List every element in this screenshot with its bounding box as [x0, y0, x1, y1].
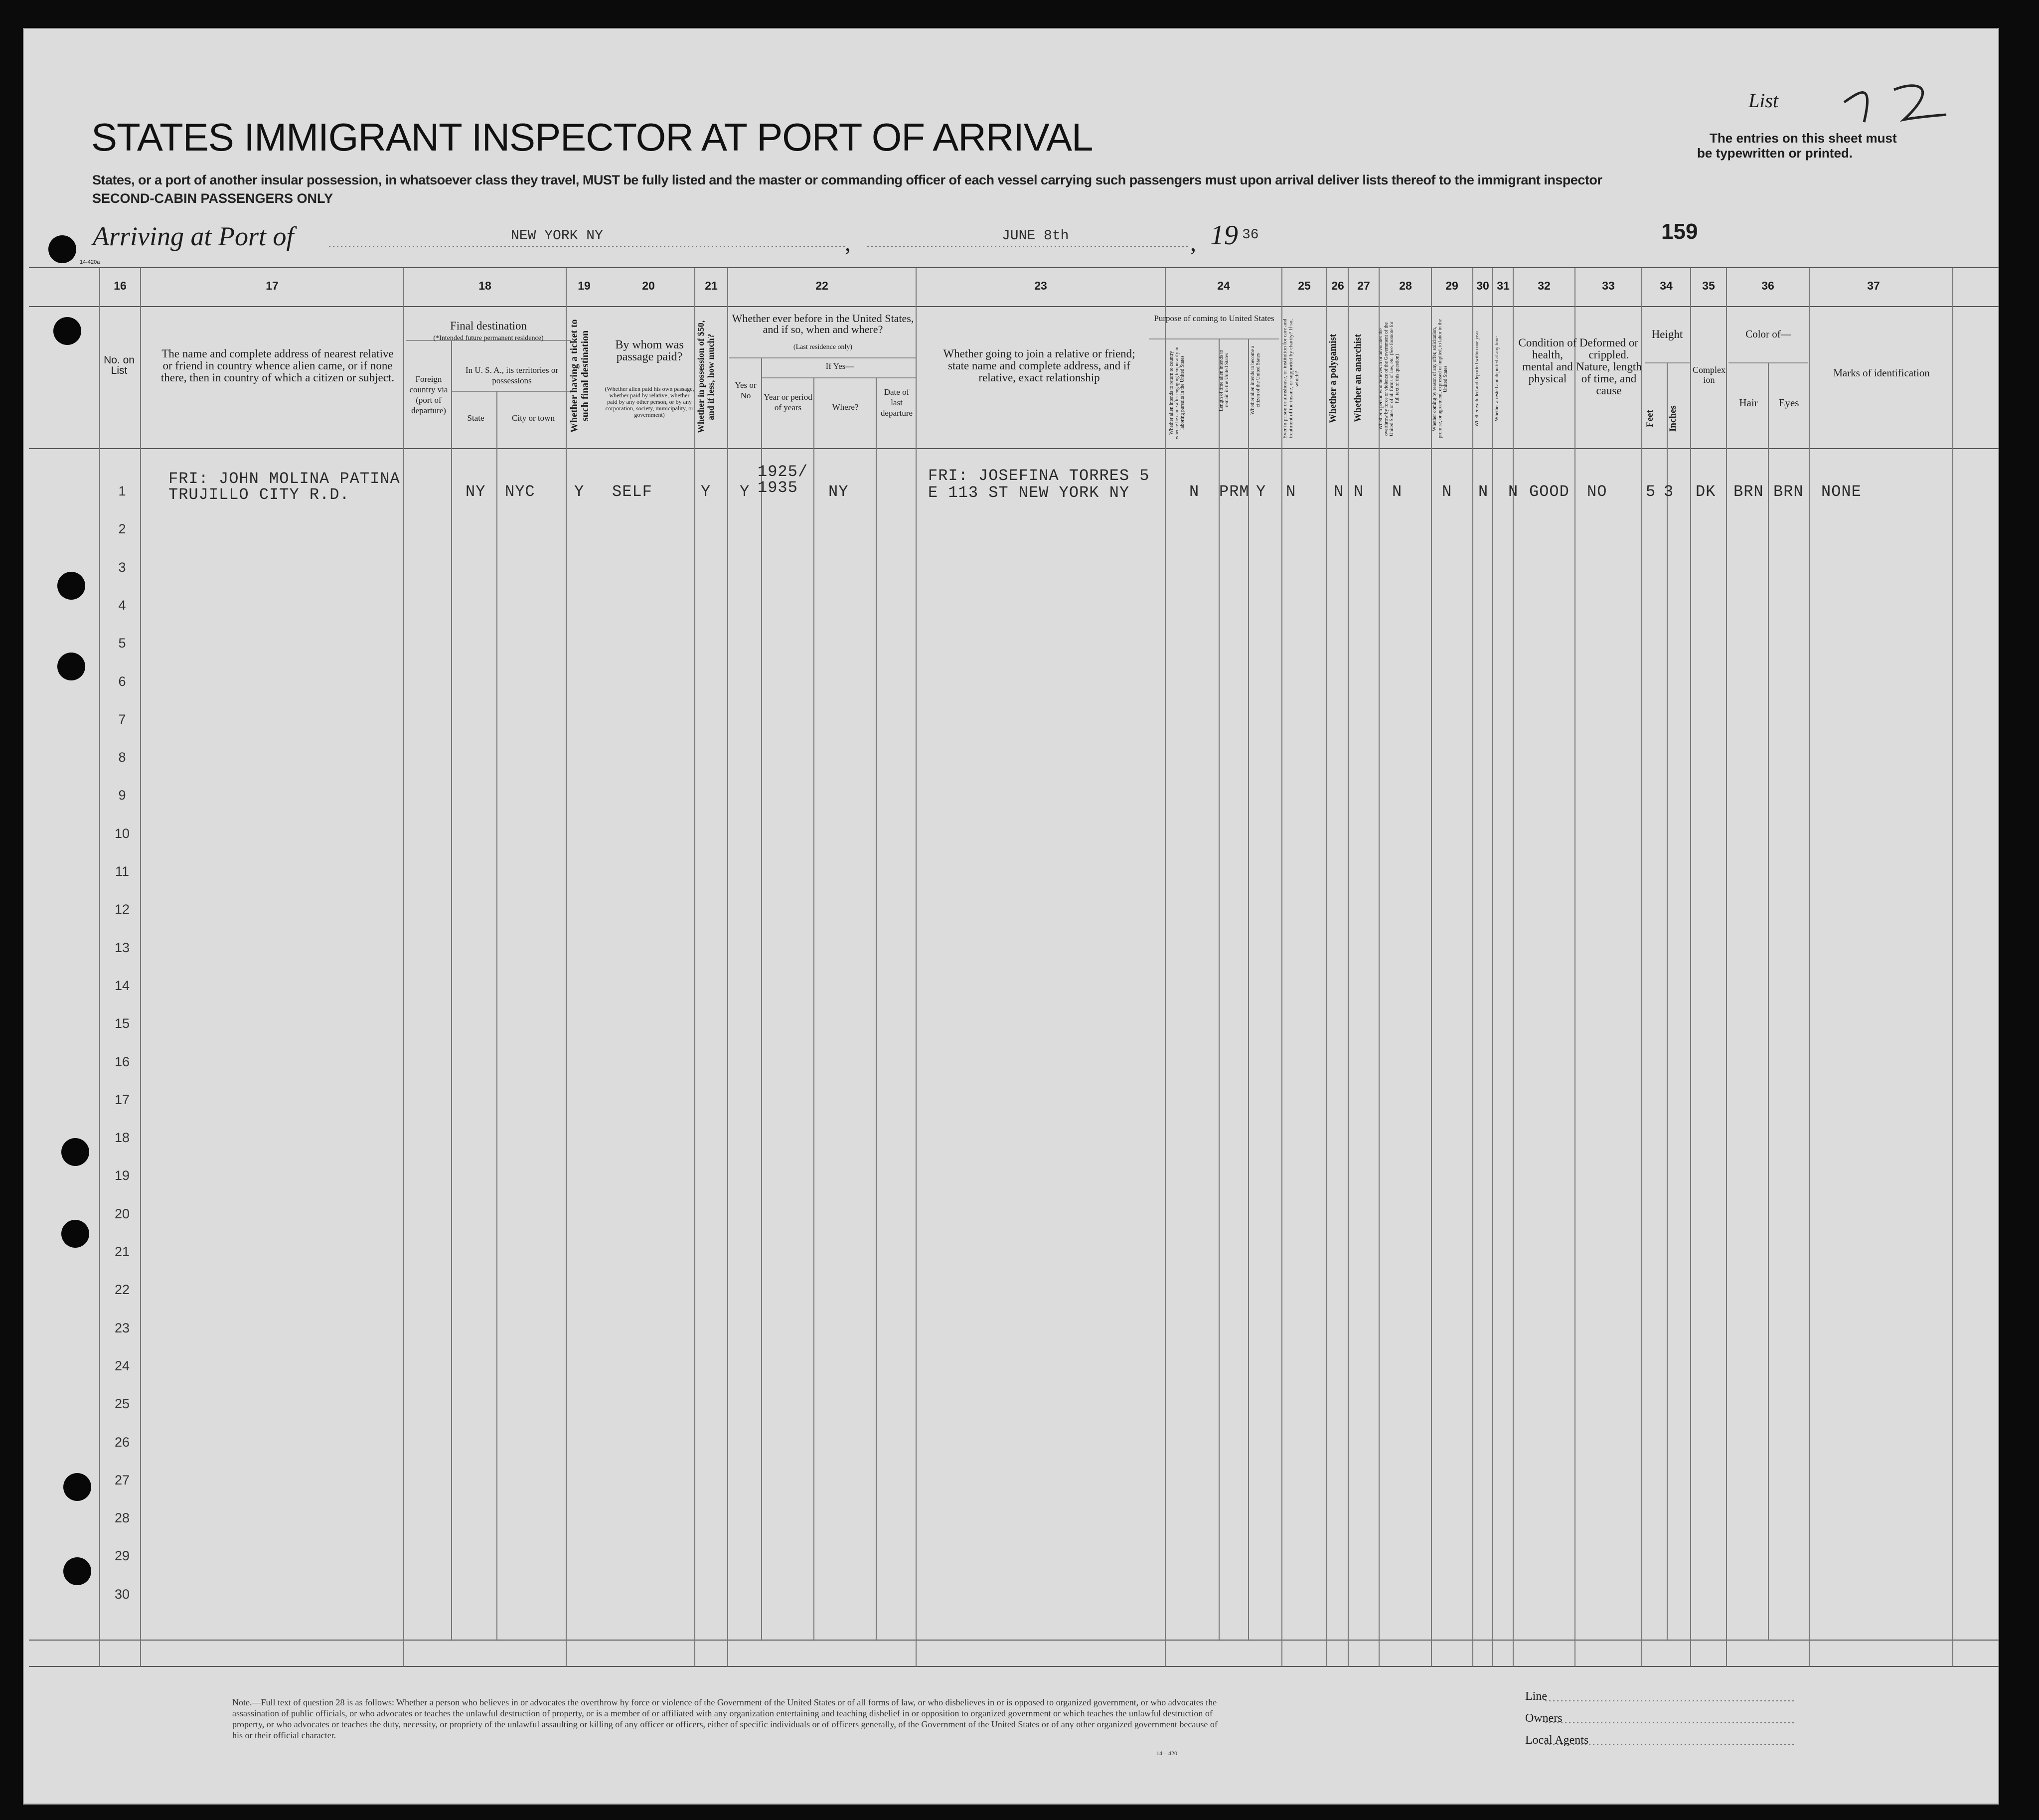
header-excluded: Whether excluded and deported within one year	[1474, 331, 1480, 427]
row-number: 3	[118, 559, 126, 575]
column-number: 37	[1867, 279, 1880, 292]
header-length-of-stay: Length of time alien intends to remain in the United States	[1219, 349, 1230, 411]
header-return-country: Whether alien intends to return to country whence he came after engaging temporarily in laboring pursuits in the United States	[1169, 346, 1185, 439]
header-deformed: Deformed or crippled. Nature, length of time, and cause	[1576, 336, 1642, 397]
header-foreign-port: Foreign country via (port of departure)	[409, 374, 448, 415]
relative-line-1: FRI: JOHN MOLINA PATINA	[168, 470, 400, 488]
row-number: 10	[114, 826, 130, 841]
header-marks: Marks of identification	[1833, 367, 1930, 379]
eyes-value: BRN	[1773, 483, 1804, 501]
local-agents-label: Local Agents	[1525, 1734, 1589, 1747]
column-number: 32	[1538, 279, 1551, 292]
column-number: 28	[1399, 279, 1412, 292]
header-contract-labor: Whether coming by reason of any offer, solicitation, promise, or agreement, expressed or implied, to labor in the United States	[1432, 319, 1448, 439]
form-subtitle: States, or a port of another insular possession, in whatsoever class they travel, MUST be fully listed and the master or commanding officer of each vessel carrying such passengers must upon arrival deliver lists thereof to the immigrant inspector	[92, 172, 1602, 187]
join-line-1: FRI: JOSEFINA TORRES 5	[928, 467, 1150, 485]
list-number	[1839, 70, 1842, 72]
header-state: State	[467, 413, 484, 423]
header-city: City or town	[512, 413, 555, 423]
before-value: Y	[740, 483, 750, 501]
marks-value: NONE	[1821, 483, 1862, 501]
header-no-on-list: No. on List	[104, 354, 135, 376]
join-line-2: E 113 ST NEW YORK NY	[928, 484, 1130, 502]
column-number: 23	[1034, 279, 1047, 292]
row-number: 30	[114, 1586, 130, 1602]
column-number: 25	[1298, 279, 1311, 292]
row-number: 24	[114, 1358, 130, 1373]
column-number: 20	[642, 279, 655, 292]
row-number: 16	[114, 1054, 130, 1069]
header-in-usa: In U. S. A., its territories or possessions	[465, 365, 559, 385]
years-line-2: 1935	[758, 479, 798, 497]
length-value: PRM	[1219, 483, 1250, 501]
health-value: GOOD	[1529, 483, 1569, 501]
header-hair: Hair	[1739, 397, 1758, 409]
feet-value: 5	[1646, 483, 1656, 501]
header-anarchist: Whether an anarchist	[1353, 334, 1363, 423]
arrested-value: N	[1508, 483, 1519, 501]
row-number: 27	[114, 1472, 130, 1488]
row-number: 19	[114, 1168, 130, 1183]
dest-city: NYC	[505, 483, 535, 501]
row-number: 1	[118, 484, 126, 498]
row-number: 17	[114, 1092, 130, 1107]
header-ticket: Whether having a ticket to such final destination	[569, 319, 591, 433]
polygamist-value: N	[1334, 483, 1344, 501]
column-number: 31	[1497, 279, 1510, 292]
row-number: 9	[118, 788, 126, 803]
line-label: Line	[1525, 1690, 1547, 1703]
column-number: 27	[1357, 279, 1370, 292]
row-number: 14	[114, 978, 130, 993]
row-number: 11	[115, 864, 130, 879]
list-label: List	[1748, 89, 1779, 112]
citizen-value: Y	[1256, 483, 1266, 501]
row-number: 12	[114, 902, 130, 917]
footnote-q28: Note.—Full text of question 28 is as follows: Whether a person who believes in or advocates the overthrow by force or violence of the Government of the United States or of all forms of law, or who disbelieves in or is opposed to organized government, or who advocates the assassination of public officials, or who advocates or teaches the unlawful destruction of property, or is a member of or affiliated with any organization entertaining and teaching disbelief in or opposition to organized government or which teaches the unlawful destruction of property, or who advocates or teaches the duty, necessity, or propriety of the unlawful assaulting or killing of any officer or officers, either of specific individuals or of officers generally, of the Government of the United States or of any other organized government because of his or their official character.	[232, 1697, 1218, 1740]
header-color-of: Color of—	[1745, 328, 1791, 340]
where-value: NY	[828, 483, 849, 501]
excluded-value: N	[1478, 483, 1489, 501]
row-number: 25	[114, 1396, 130, 1412]
passenger-class: SECOND-CABIN PASSENGERS ONLY	[92, 191, 333, 206]
instruction-line-1: The entries on this sheet must	[1710, 131, 1897, 146]
header-become-citizen: Whether alien intends to become a citizen of the United States	[1250, 345, 1261, 415]
header-polygamist: Whether a polygamist	[1328, 333, 1338, 423]
column-number: 21	[705, 279, 718, 292]
owners-label: Owners	[1525, 1712, 1563, 1725]
comma-separator: ,	[1190, 230, 1196, 256]
paid-by-value: SELF	[612, 483, 652, 501]
header-arrested: Whether arrested and deported at any time	[1494, 336, 1500, 421]
column-number: 35	[1702, 279, 1715, 292]
page-number: 159	[1661, 219, 1698, 244]
instruction-line-2: be typewritten or printed.	[1697, 146, 1853, 161]
row-number: 2	[118, 521, 126, 537]
complexion-value: DK	[1696, 483, 1716, 501]
row-number: 15	[114, 1016, 130, 1031]
return-value: N	[1189, 483, 1200, 501]
ticket-value: Y	[574, 483, 585, 501]
port-value: NEW YORK NY	[511, 228, 603, 244]
header-yes-no: Yes or No	[735, 380, 757, 400]
header-feet: Feet	[1645, 410, 1655, 428]
row-number: 22	[114, 1282, 130, 1298]
row-number: 6	[118, 673, 126, 689]
column-number: 33	[1602, 279, 1615, 292]
row-number: 28	[114, 1510, 130, 1526]
header-if-yes: If Yes—	[825, 361, 854, 371]
header-overthrow: Whether a person who believes in or advocates the overthrow by force or violence of the Government of the United States or of all forms of law, etc. (See footnote for full text of this question)	[1378, 321, 1400, 437]
year-prefix: 19	[1210, 220, 1238, 251]
row-number: 18	[114, 1130, 130, 1146]
header-purpose: Purpose of coming to United States	[1154, 314, 1274, 323]
header-height: Height	[1651, 328, 1683, 340]
arriving-label: Arriving at Port of	[93, 221, 294, 251]
header-health: Condition of health, mental and physical	[1518, 336, 1577, 385]
labor-value: N	[1442, 483, 1452, 501]
row-number: 5	[118, 636, 126, 651]
row-number: 4	[118, 597, 126, 613]
year-suffix: 36	[1242, 227, 1259, 243]
relative-line-2: TRUJILLO CITY R.D.	[168, 486, 350, 504]
form-corner-code: 14-420a	[80, 259, 100, 265]
header-eyes: Eyes	[1778, 397, 1799, 409]
header-ever-before: Whether ever before in the United States, and if so, when and where?	[732, 312, 914, 335]
column-number: 16	[114, 279, 127, 292]
header-last-departure: Date of last departure	[880, 387, 913, 418]
row-number: 20	[114, 1206, 130, 1221]
header-last-residence: (Last residence only)	[793, 343, 853, 351]
header-final-destination-note: (*Intended future permanent residence)	[433, 334, 544, 342]
header-final-destination: Final destination	[450, 320, 527, 332]
column-number: 17	[266, 279, 279, 292]
row-number: 23	[114, 1320, 130, 1335]
header-passage-paid-note: (Whether alien paid his own passage, whether paid by relative, whether paid by any other person, or by any corporation, society, municipality, or government)	[605, 385, 694, 418]
header-where: Where?	[832, 402, 859, 412]
dest-state: NY	[466, 483, 486, 501]
header-inches: Inches	[1668, 405, 1678, 432]
header-fifty-dollars: Whether in possession of $50, and if less, how much?	[696, 320, 716, 434]
form-title: STATES IMMIGRANT INSPECTOR AT PORT OF ARRIVAL	[91, 115, 1093, 159]
footer-form-code: 14—420	[1156, 1750, 1177, 1757]
column-number: 30	[1476, 279, 1489, 292]
column-number: 29	[1445, 279, 1458, 292]
row-number: 8	[118, 750, 126, 765]
row-number: 13	[114, 940, 130, 955]
deformed-value: NO	[1587, 483, 1607, 501]
column-number: 18	[478, 279, 491, 292]
column-number: 36	[1761, 279, 1774, 292]
years-line-1: 1925/	[758, 463, 808, 481]
prison-value: N	[1286, 483, 1296, 501]
header-prison: Ever in prison or almshouse, or institution for care and treatment of the insane, or supported by charity? If so, which?	[1282, 319, 1300, 439]
hair-value: BRN	[1733, 483, 1764, 501]
column-number: 34	[1660, 279, 1673, 292]
header-nearest-relative: The name and complete address of nearest relative or friend in country whence alien came, or if none there, then in country of which a citizen or subject.	[160, 347, 395, 384]
inches-value: 3	[1664, 483, 1674, 501]
row-number: 21	[114, 1244, 130, 1259]
overthrow-value: N	[1392, 483, 1403, 501]
date-value: JUNE 8th	[1002, 228, 1069, 244]
money-value: Y	[701, 483, 711, 501]
header-complexion: Complexion	[1693, 365, 1725, 385]
header-join-relative: Whether going to join a relative or friend; state name and complete address, and if relative, exact relationship	[943, 347, 1135, 384]
row-number: 29	[114, 1548, 130, 1564]
header-passage-paid: By whom was passage paid?	[615, 338, 684, 363]
header-year-period: Year or period of years	[764, 392, 812, 412]
anarchist-value: N	[1354, 483, 1364, 501]
column-number: 24	[1217, 279, 1230, 292]
column-number: 22	[815, 279, 828, 292]
column-number: 19	[578, 279, 591, 292]
row-number: 7	[118, 711, 126, 727]
row-number: 26	[114, 1434, 130, 1450]
comma-separator: ,	[845, 230, 851, 256]
column-number: 26	[1331, 279, 1344, 292]
